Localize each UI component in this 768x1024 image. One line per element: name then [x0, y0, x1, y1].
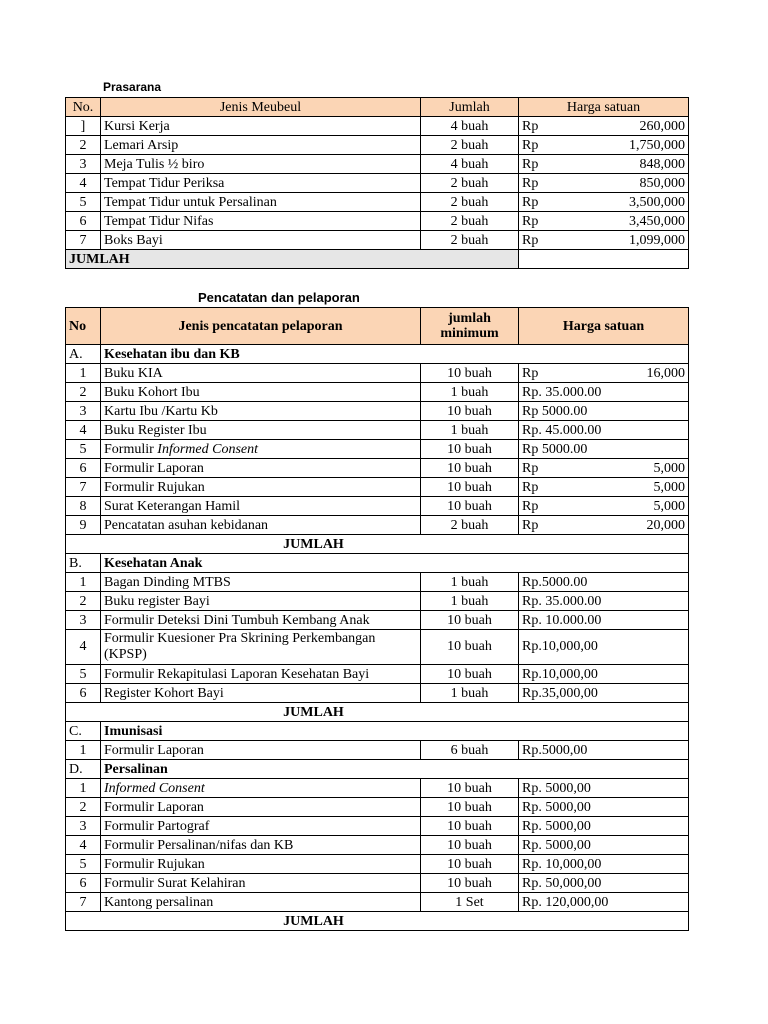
price-wrap — [522, 137, 685, 154]
currency-label: Rp. 45.000.00 — [522, 422, 602, 438]
section-row — [66, 345, 689, 364]
total-label: JUMLAH — [66, 703, 689, 722]
currency-label: Rp.10,000,00 — [522, 666, 598, 682]
table-row — [66, 117, 689, 136]
table-row — [66, 741, 689, 760]
row-no: 2 — [66, 383, 101, 402]
section-title: Kesehatan Anak — [101, 554, 689, 573]
row-qty: 10 buah — [421, 364, 519, 383]
price-cell — [519, 893, 689, 912]
section-letter: D. — [66, 760, 101, 779]
price-wrap — [522, 742, 685, 759]
row-qty: 6 buah — [421, 741, 519, 760]
price-wrap — [522, 156, 685, 173]
table-row — [66, 421, 689, 440]
table-row — [66, 665, 689, 684]
price-wrap — [522, 498, 685, 515]
currency-label: Rp — [522, 213, 539, 229]
section-title: Imunisasi — [101, 722, 689, 741]
total-label: JUMLAH — [66, 535, 689, 554]
currency-label: Rp — [522, 479, 539, 495]
table-row — [66, 174, 689, 193]
price-cell — [519, 573, 689, 592]
row-no: 6 — [66, 684, 101, 703]
prasarana-caption: Prasarana — [103, 80, 162, 94]
table-row — [66, 136, 689, 155]
table-row — [66, 497, 689, 516]
price-wrap — [522, 612, 685, 629]
row-qty: 1 buah — [421, 573, 519, 592]
price-cell — [519, 874, 689, 893]
row-name: Buku Kohort Ibu — [101, 383, 421, 402]
row-qty: 10 buah — [421, 478, 519, 497]
table-row — [66, 155, 689, 174]
row-qty: 2 buah — [421, 212, 519, 231]
table-row — [66, 630, 689, 665]
row-no: 2 — [66, 592, 101, 611]
row-qty: 2 buah — [421, 516, 519, 535]
row-no: 6 — [66, 212, 101, 231]
section-letter: B. — [66, 554, 101, 573]
row-name: Buku Register Ibu — [101, 421, 421, 440]
price-cell — [519, 421, 689, 440]
price-wrap — [522, 685, 685, 702]
row-no: 2 — [66, 136, 101, 155]
table-row — [66, 212, 689, 231]
row-name-prefix: Formulir — [104, 441, 158, 457]
row-no: 4 — [66, 836, 101, 855]
row-qty: 10 buah — [421, 497, 519, 516]
row-name: Pencatatan asuhan kebidanan — [101, 516, 421, 535]
currency-label: Rp — [522, 498, 539, 514]
table-row — [66, 855, 689, 874]
row-no: 3 — [66, 402, 101, 421]
price-cell — [519, 117, 689, 136]
row-qty: 1 buah — [421, 684, 519, 703]
row-qty: 10 buah — [421, 874, 519, 893]
table-row — [66, 478, 689, 497]
price-wrap — [522, 639, 685, 655]
price-wrap — [522, 574, 685, 591]
price-wrap — [522, 213, 685, 230]
row-qty: 10 buah — [421, 817, 519, 836]
row-no: 4 — [66, 421, 101, 440]
price-cell — [519, 155, 689, 174]
row-no: 5 — [66, 855, 101, 874]
currency-label: Rp — [522, 232, 539, 248]
price-cell — [519, 611, 689, 630]
table-row — [66, 402, 689, 421]
row-qty: 10 buah — [421, 836, 519, 855]
price-value: 5,000 — [653, 498, 685, 514]
price-value: 850,000 — [639, 175, 685, 191]
price-cell — [519, 402, 689, 421]
price-cell — [519, 364, 689, 383]
table-row — [66, 779, 689, 798]
row-no: 1 — [66, 364, 101, 383]
row-name: Formulir Laporan — [101, 741, 421, 760]
row-qty: 10 buah — [421, 402, 519, 421]
row-no: 3 — [66, 817, 101, 836]
row-no: 7 — [66, 478, 101, 497]
row-name: Formulir Surat Kelahiran — [101, 874, 421, 893]
currency-label: Rp — [522, 137, 539, 153]
currency-label: Rp — [522, 194, 539, 210]
row-name: Formulir Persalinan/nifas dan KB — [101, 836, 421, 855]
price-wrap — [522, 384, 685, 401]
currency-label: Rp 5000.00 — [522, 441, 588, 457]
price-value: 1,099,000 — [629, 232, 685, 248]
pencatatan-caption: Pencatatan dan pelaporan — [198, 290, 360, 305]
row-qty: 10 buah — [421, 855, 519, 874]
price-cell — [519, 516, 689, 535]
row-name: Buku register Bayi — [101, 592, 421, 611]
section-letter: C. — [66, 722, 101, 741]
row-qty: 1 buah — [421, 383, 519, 402]
row-name: Boks Bayi — [101, 231, 421, 250]
row-no: 9 — [66, 516, 101, 535]
price-cell — [519, 212, 689, 231]
header-price: Harga satuan — [519, 98, 689, 117]
price-wrap — [522, 422, 685, 439]
price-cell — [519, 855, 689, 874]
section-row — [66, 760, 689, 779]
price-wrap — [522, 875, 685, 892]
currency-label: Rp.5000,00 — [522, 742, 588, 758]
currency-label: Rp. 5000,00 — [522, 837, 591, 853]
row-qty: 1 buah — [421, 592, 519, 611]
price-wrap — [522, 593, 685, 610]
currency-label: Rp — [522, 175, 539, 191]
row-no: 3 — [66, 155, 101, 174]
price-cell — [519, 231, 689, 250]
price-cell — [519, 174, 689, 193]
price-cell — [519, 779, 689, 798]
total-value-cell — [519, 250, 689, 269]
price-cell — [519, 459, 689, 478]
row-name: Formulir Laporan — [101, 798, 421, 817]
price-cell — [519, 478, 689, 497]
row-no: 1 — [66, 741, 101, 760]
table-row — [66, 440, 689, 459]
row-qty: 2 buah — [421, 136, 519, 155]
price-wrap — [522, 837, 685, 854]
row-qty: 2 buah — [421, 174, 519, 193]
prasarana-table — [65, 97, 689, 269]
price-wrap — [522, 365, 685, 382]
row-name: Register Kohort Bayi — [101, 684, 421, 703]
price-wrap — [522, 780, 685, 797]
price-wrap — [522, 460, 685, 477]
currency-label: Rp. 35.000.00 — [522, 593, 602, 609]
row-no: 8 — [66, 497, 101, 516]
price-cell — [519, 798, 689, 817]
header-name: Jenis Meubeul — [101, 98, 421, 117]
currency-label: Rp. 120,000,00 — [522, 894, 609, 910]
row-no: 5 — [66, 440, 101, 459]
table-row — [66, 364, 689, 383]
header-no: No. — [66, 98, 101, 117]
row-name: Kantong persalinan — [101, 893, 421, 912]
currency-label: Rp 5000.00 — [522, 403, 588, 419]
header-price: Harga satuan — [519, 308, 689, 345]
currency-label: Rp — [522, 118, 539, 134]
total-label: JUMLAH — [66, 250, 519, 269]
row-qty: 4 buah — [421, 117, 519, 136]
table-row — [66, 874, 689, 893]
table-row — [66, 231, 689, 250]
price-value: 5,000 — [653, 479, 685, 495]
price-wrap — [522, 403, 685, 420]
price-cell — [519, 136, 689, 155]
currency-label: Rp.35,000,00 — [522, 685, 598, 701]
price-cell — [519, 440, 689, 459]
price-cell — [519, 684, 689, 703]
row-qty: 4 buah — [421, 155, 519, 174]
price-cell — [519, 741, 689, 760]
row-name: Formulir Kuesioner Pra Skrining Perkembangan (KPSP) — [101, 630, 421, 665]
price-wrap — [522, 194, 685, 211]
section-title: Persalinan — [101, 760, 689, 779]
header-name: Jenis pencatatan pelaporan — [101, 308, 421, 345]
currency-label: Rp. 35.000.00 — [522, 384, 602, 400]
total-row — [66, 703, 689, 722]
section-row — [66, 554, 689, 573]
total-row — [66, 535, 689, 554]
currency-label: Rp — [522, 156, 539, 172]
price-cell — [519, 665, 689, 684]
row-name: Tempat Tidur Periksa — [101, 174, 421, 193]
row-name: Lemari Arsip — [101, 136, 421, 155]
pencatatan-table — [65, 307, 689, 931]
price-wrap — [522, 894, 685, 911]
table-row — [66, 592, 689, 611]
currency-label: Rp. 5000,00 — [522, 818, 591, 834]
price-value: 16,000 — [646, 365, 685, 381]
row-no: ] — [66, 117, 101, 136]
currency-label: Rp — [522, 517, 539, 533]
row-no: 6 — [66, 459, 101, 478]
row-qty: 2 buah — [421, 193, 519, 212]
header-qty: jumlah minimum — [421, 308, 519, 345]
row-qty: 10 buah — [421, 779, 519, 798]
table-row — [66, 893, 689, 912]
row-qty: 2 buah — [421, 231, 519, 250]
row-name: Bagan Dinding MTBS — [101, 573, 421, 592]
price-value: 3,450,000 — [629, 213, 685, 229]
table-row — [66, 459, 689, 478]
price-wrap — [522, 517, 685, 534]
price-cell — [519, 817, 689, 836]
price-wrap — [522, 479, 685, 496]
section-row — [66, 722, 689, 741]
row-qty: 1 Set — [421, 893, 519, 912]
table-row — [66, 573, 689, 592]
row-name: Kursi Kerja — [101, 117, 421, 136]
table-row — [66, 817, 689, 836]
row-no: 5 — [66, 665, 101, 684]
row-no: 3 — [66, 611, 101, 630]
table-row — [66, 516, 689, 535]
row-qty: 10 buah — [421, 665, 519, 684]
row-name: Formulir Rujukan — [101, 478, 421, 497]
price-wrap — [522, 232, 685, 249]
row-name: Buku KIA — [101, 364, 421, 383]
total-label: JUMLAH — [66, 912, 689, 931]
row-qty: 10 buah — [421, 630, 519, 665]
currency-label: Rp.10,000,00 — [522, 639, 598, 654]
row-qty: 10 buah — [421, 611, 519, 630]
row-name-italic: Informed Consent — [104, 780, 205, 796]
row-no: 4 — [66, 630, 101, 665]
prasarana-header-row — [66, 98, 689, 117]
row-name: Formulir Laporan — [101, 459, 421, 478]
row-name: Formulir Rekapitulasi Laporan Kesehatan Bayi — [101, 665, 421, 684]
row-name: Kartu Ibu /Kartu Kb — [101, 402, 421, 421]
row-name — [101, 779, 421, 798]
currency-label: Rp. 10.000.00 — [522, 612, 602, 628]
price-cell — [519, 592, 689, 611]
price-cell — [519, 630, 689, 665]
price-value: 1,750,000 — [629, 137, 685, 153]
row-no: 7 — [66, 231, 101, 250]
row-name: Formulir Partograf — [101, 817, 421, 836]
row-qty: 1 buah — [421, 421, 519, 440]
row-qty: 10 buah — [421, 440, 519, 459]
price-value: 848,000 — [639, 156, 685, 172]
total-row — [66, 250, 689, 269]
price-value: 3,500,000 — [629, 194, 685, 210]
price-cell — [519, 836, 689, 855]
row-name: Meja Tulis ½ biro — [101, 155, 421, 174]
table-row — [66, 684, 689, 703]
currency-label: Rp. 10,000,00 — [522, 856, 602, 872]
row-name: Tempat Tidur Nifas — [101, 212, 421, 231]
section-letter: A. — [66, 345, 101, 364]
row-no: 6 — [66, 874, 101, 893]
pencatatan-header-row — [66, 308, 689, 345]
row-name: Formulir Rujukan — [101, 855, 421, 874]
price-wrap — [522, 799, 685, 816]
row-no: 1 — [66, 573, 101, 592]
row-name: Tempat Tidur untuk Persalinan — [101, 193, 421, 212]
price-wrap — [522, 441, 685, 458]
header-qty: Jumlah — [421, 98, 519, 117]
price-wrap — [522, 666, 685, 683]
row-name: Surat Keterangan Hamil — [101, 497, 421, 516]
table-row — [66, 836, 689, 855]
currency-label: Rp.5000.00 — [522, 574, 588, 590]
price-wrap — [522, 118, 685, 135]
row-name — [101, 440, 421, 459]
currency-label: Rp — [522, 460, 539, 476]
row-name-italic: Informed Consent — [157, 441, 258, 457]
row-no: 1 — [66, 779, 101, 798]
price-value: 260,000 — [639, 118, 685, 134]
price-wrap — [522, 818, 685, 835]
price-cell — [519, 383, 689, 402]
section-title: Kesehatan ibu dan KB — [101, 345, 689, 364]
row-no: 5 — [66, 193, 101, 212]
currency-label: Rp — [522, 365, 539, 381]
price-wrap — [522, 175, 685, 192]
header-no: No — [66, 308, 101, 345]
row-no: 4 — [66, 174, 101, 193]
table-row — [66, 383, 689, 402]
currency-label: Rp. 5000,00 — [522, 799, 591, 815]
total-row — [66, 912, 689, 931]
row-no: 2 — [66, 798, 101, 817]
price-cell — [519, 193, 689, 212]
row-qty: 10 buah — [421, 459, 519, 478]
table-row — [66, 611, 689, 630]
table-row — [66, 193, 689, 212]
table-row — [66, 798, 689, 817]
price-cell — [519, 497, 689, 516]
row-name: Formulir Deteksi Dini Tumbuh Kembang Anak — [101, 611, 421, 630]
price-wrap — [522, 856, 685, 873]
price-value: 20,000 — [646, 517, 685, 533]
row-qty: 10 buah — [421, 798, 519, 817]
currency-label: Rp. 50,000,00 — [522, 875, 602, 891]
price-value: 5,000 — [653, 460, 685, 476]
row-no: 7 — [66, 893, 101, 912]
currency-label: Rp. 5000,00 — [522, 780, 591, 796]
